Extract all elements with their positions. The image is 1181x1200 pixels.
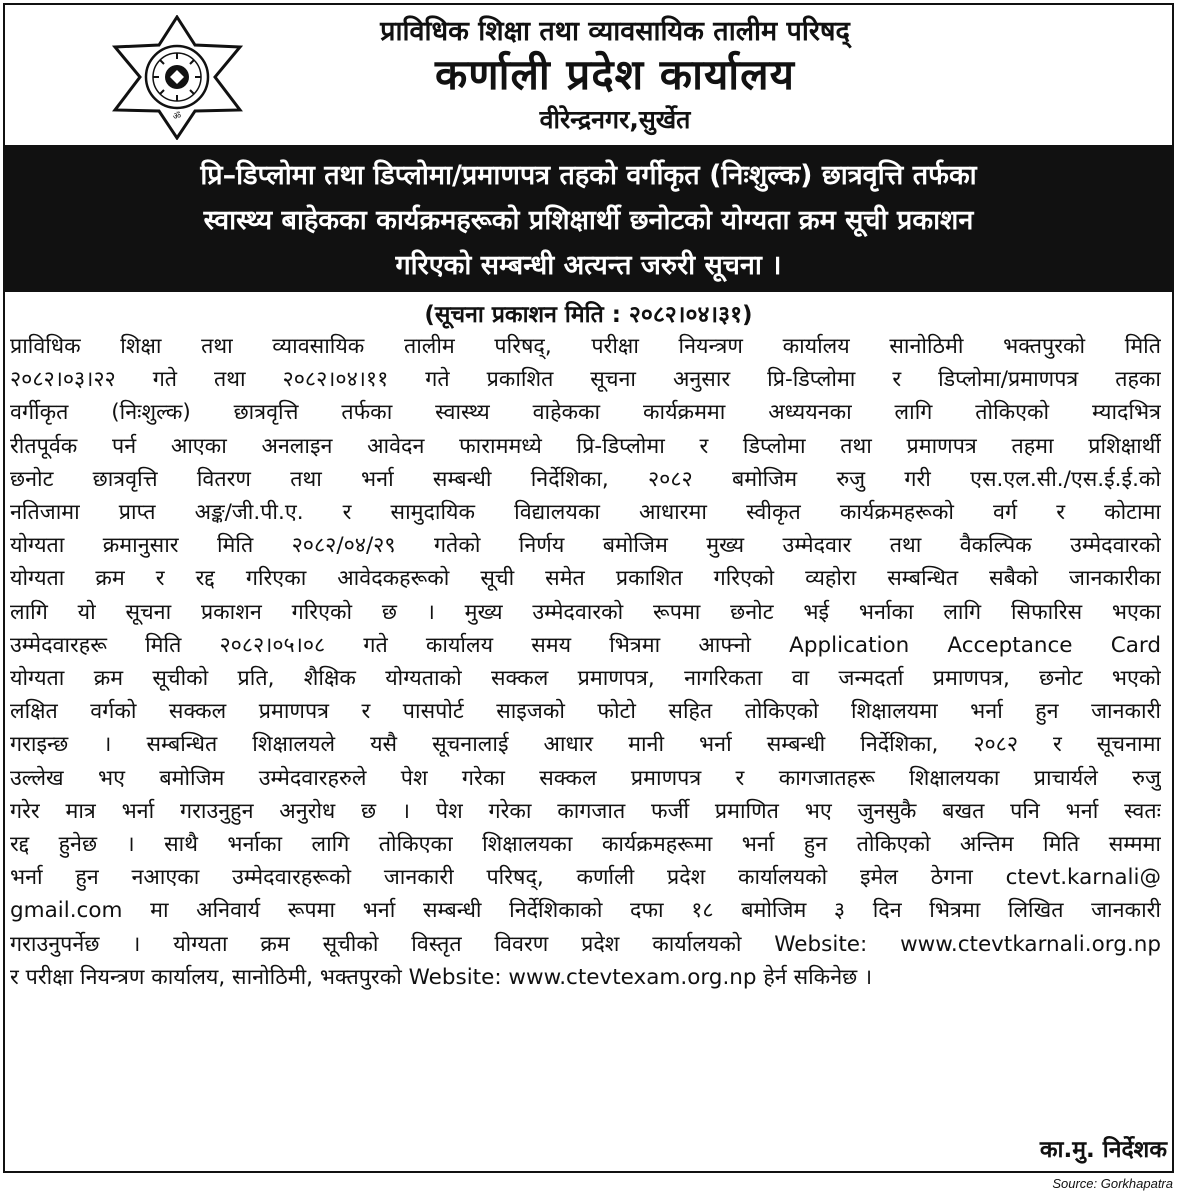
body-line: उल्लेख भए बमोजिम उम्मेदवारहरुले पेश गरेका सक्कल प्रमाणपत्र र कागजातहरू शिक्षालयका प्राचार्यले रुजु — [10, 765, 1161, 791]
notice-body — [10, 330, 1161, 994]
office-location: वीरेन्द्रनगर,सुर्खेत — [539, 105, 691, 134]
notice-title — [5, 147, 1172, 292]
body-line: योग्यता क्रमानुसार मिति २०८२/०४/२९ गतेको निर्णय बमोजिम मुख्य उम्मेदवार तथा वैकल्पिक उम्मेदवारको — [10, 533, 1161, 559]
body-line: प्राविधिक शिक्षा तथा व्यावसायिक तालीम परिषद्, परीक्षा नियन्त्रण कार्यालय सानोठिमी भक्तपुरको मिति — [10, 334, 1161, 359]
body-line: लक्षित वर्गको सक्कल प्रमाणपत्र र पासपोर्ट साइजको फोटो सहित तोकिएको शिक्षालयमा भर्ना हुन जानकारी — [10, 699, 1161, 725]
body-line: भर्ना हुन नआएका उम्मेदवारहरूको जानकारी परिषद्, कर्णाली प्रदेश कार्यालयको इमेल ठेगना ctevt.karnali@ — [10, 865, 1161, 891]
ctevt-star-emblem-icon — [110, 15, 245, 140]
body-line: गराइन्छ । सम्बन्धित शिक्षालयले यसै सूचनालाई आधार मानी भर्ना सम्बन्धी निर्देशिका, २०८२ र सूचनामा — [10, 732, 1161, 758]
body-line: योग्यता क्रम र रद्द गरिएका आवेदकहरूको सूची समेत प्रकाशित गरिएको व्यहोरा सम्बन्धित सबैको जानकारीका — [10, 566, 1161, 592]
body-line: गराउनुपर्नेछ । योग्यता क्रम सूचीको विस्तृत विवरण प्रदेश कार्यालयको Website: www.ctevtkarnali.org.np — [10, 931, 1161, 957]
body-line: योग्यता क्रम सूचीको प्रति, शैक्षिक योग्यताको सक्कल प्रमाणपत्र, नागरिकता वा जन्मदर्ता प्रमाणपत्र, छनोट भएको — [10, 666, 1161, 692]
signature: का.मु. निर्देशक — [1039, 1137, 1167, 1163]
notice-header — [5, 5, 1172, 147]
body-line: छनोट छात्रवृत्ति वितरण तथा भर्ना सम्बन्धी निर्देशिका, २०८२ बमोजिम रुजु गरी एस.एल.सी./एस.ई.ई.को — [10, 466, 1161, 492]
body-line: नतिजामा प्राप्त अङ्क/जी.पी.ए. र सामुदायिक विद्यालयका आधारमा स्वीकृत कार्यक्रमहरूको वर्ग र कोटामा — [10, 500, 1161, 526]
body-line: गरेर मात्र भर्ना गराउनुहुन अनुरोध छ । पेश गरेका कागजात फर्जी प्रमाणित भए जुनसुकै बखत पनि भर्ना स्वतः — [10, 798, 1161, 824]
notice-title-line: गरिएको सम्बन्धी अत्यन्त जरुरी सूचना । — [395, 250, 782, 281]
notice-title-line: प्रि–डिप्लोमा तथा डिप्लोमा/प्रमाणपत्र तहको वर्गीकृत (निःशुल्क) छात्रवृत्ति तर्फका — [200, 160, 977, 191]
body-line: २०८२।०३।२२ गते तथा २०८२।०४।११ गते प्रकाशित सूचना अनुसार प्रि-डिप्लोमा र डिप्लोमा/प्रमाणपत्र तहका — [10, 367, 1161, 393]
body-line: रद्द हुनेछ । साथै भर्नाका लागि तोकिएका शिक्षालयका कार्यक्रमहरूमा भर्ना हुन तोकिएको अन्तिम मिति सम्ममा — [10, 832, 1161, 858]
source-credit: Source: Gorkhapatra — [1052, 1176, 1173, 1191]
svg-text:ॐ: ॐ — [172, 112, 182, 122]
body-line: gmail.com मा अनिवार्य रूपमा भर्ना सम्बन्धी निर्देशिकाको दफा १८ बमोजिम ३ दिन भित्रमा लिखित जानकारी — [10, 898, 1161, 924]
body-line: र परीक्षा नियन्त्रण कार्यालय, सानोठिमी, भक्तपुरको Website: www.ctevtexam.org.np हेर्न सकिनेछ । — [10, 964, 873, 990]
body-line: वर्गीकृत (निःशुल्क) छात्रवृत्ति तर्फका स्वास्थ्य वाहेकका कार्यक्रममा अध्ययनका लागि तोकिएको म्यादभित्र — [10, 400, 1161, 426]
body-line: रीतपूर्वक पर्न आएका अनलाइन आवेदन फाराममध्ये प्रि-डिप्लोमा र डिप्लोमा तथा प्रमाणपत्र तहमा प्रशिक्षार्थी — [10, 433, 1161, 459]
body-line: लागि यो सूचना प्रकाशन गरिएको छ । मुख्य उम्मेदवारको रूपमा छनोट भई भर्नाका लागि सिफारिस भएका — [10, 599, 1161, 625]
publication-date: (सूचना प्रकाशन मिति : २०८२।०४।३१) — [424, 302, 753, 328]
body-line: उम्मेदवारहरू मिति २०८२।०५।०८ गते कार्यालय समय भित्रमा आफ्नो Application Acceptance Card — [10, 632, 1161, 658]
office-name: कर्णाली प्रदेश कार्यालय — [434, 50, 796, 99]
council-name: प्राविधिक शिक्षा तथा व्यावसायिक तालीम परिषद् — [380, 16, 850, 47]
notice-title-line: स्वास्थ्य बाहेकका कार्यक्रमहरूको प्रशिक्षार्थी छनोटको योग्यता क्रम सूची प्रकाशन — [203, 205, 974, 236]
